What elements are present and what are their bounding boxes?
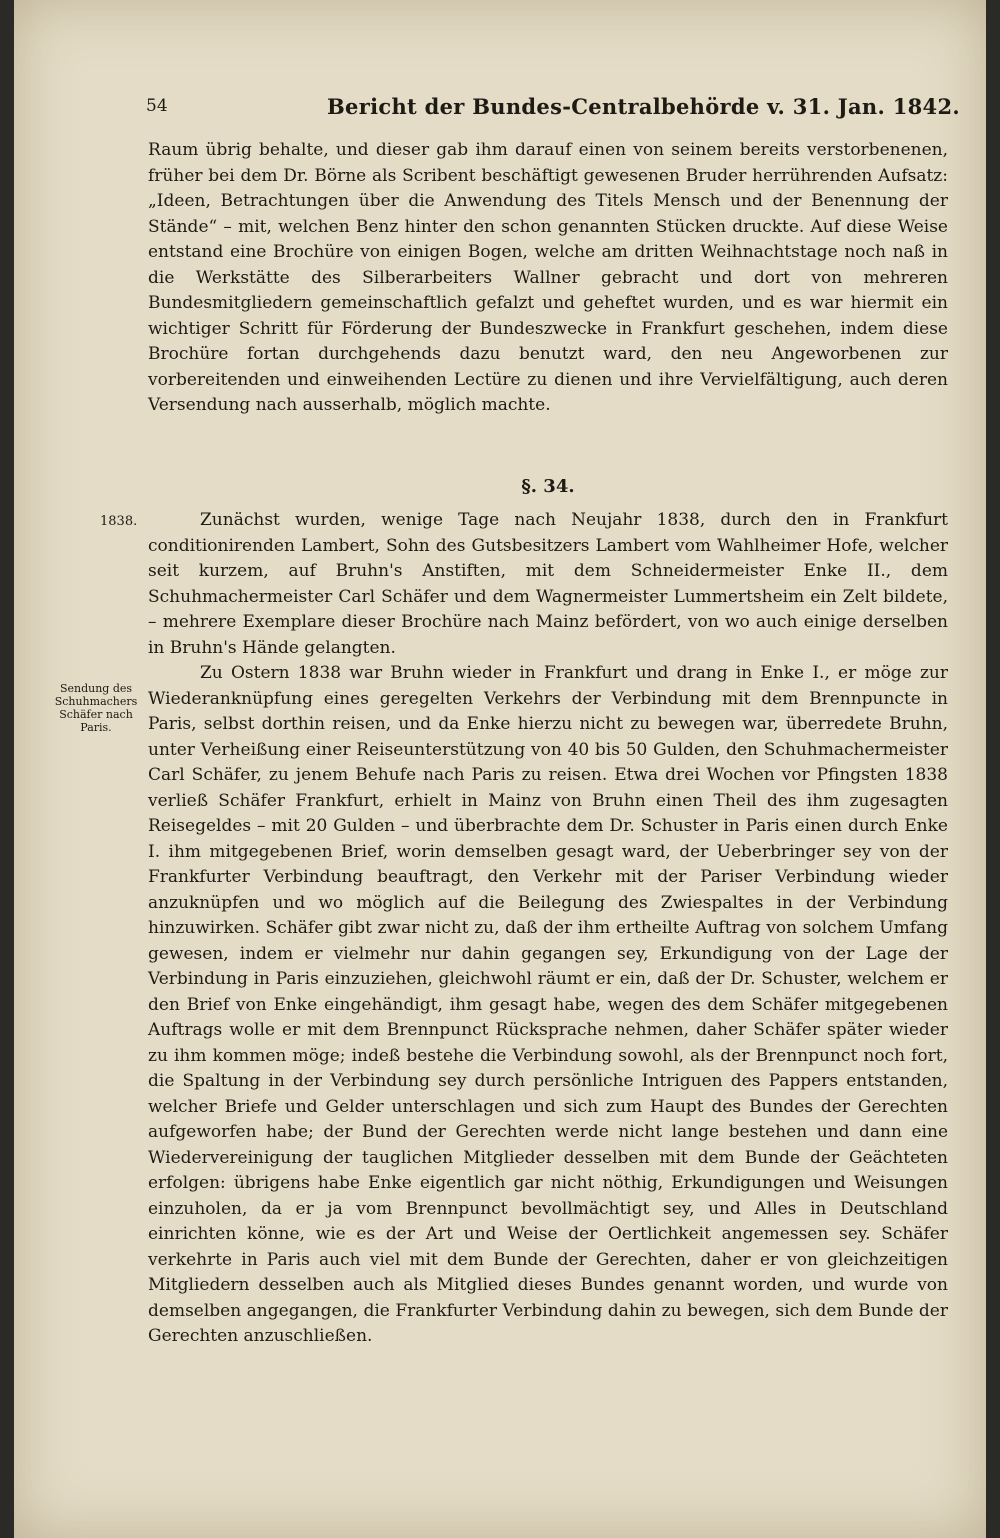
paragraph-continued [148,138,948,419]
page-number: 54 [146,96,168,116]
margin-note: Sendung des Schuhmachers Schäfer nach Paris. [54,682,138,734]
paragraph-3: Zu Ostern 1838 war Bruhn wieder in Frankfurt und drang in Enke I., er möge zur Wiederanknüpfung eines geregelten Verkehrs der Verbindung mit dem Brennpuncte in Paris, selbst dorthin reisen, und da Enke hierzu nicht zu bewegen war, überredete Bruhn, unter Verheißung einer Reiseunterstützung von 40 bis 50 Gulden, den Schuhmachermeister Carl Schäfer, zu jenem Behufe nach Paris zu reisen. Etwa drei Wochen vor Pfingsten 1838 verließ Schäfer Frankfurt, erhielt in Mainz von Bruhn einen Theil des ihm zugesagten Reisegeldes – mit 20 Gulden – und überbrachte dem Dr. Schuster in Paris einen durch Enke I. ihm mitgegebenen Brief, worin demselben gesagt ward, der Ueberbringer sey von der Frankfurter Verbindung beauftragt, den Verkehr mit der Pariser Verbindung wieder anzuknüpfen und wo möglich auf die Beilegung des Zwiespaltes in der Verbindung hinzuwirken. Schäfer gibt zwar nicht zu, daß der ihm ertheilte Auftrag von solchem Umfang gewesen, indem er vielmehr nur dahin gegangen sey, Erkundigung von der Lage der Verbindung in Paris einzuziehen, gleichwohl räumt er ein, daß der Dr. Schuster, welchem er den Brief von Enke eingehändigt, ihm gesagt habe, wegen des dem Schäfer mitgegebenen Auftrags wolle er mit dem Brennpunct Rücksprache nehmen, daher Schäfer später wieder zu ihm kommen möge; indeß bestehe die Verbindung sowohl, als der Brennpunct noch fort, die Spaltung in der Verbindung sey durch persönliche Intriguen des Pappers entstanden, welcher Briefe und Gelder unterschlagen und sich zum Haupt des Bundes der Gerechten aufgeworfen habe; der Bund der Gerechten werde nicht lange bestehen und dann eine Wiedervereinigung der tauglichen Mitglieder desselben mit dem Bunde der Geächteten erfolgen: übrigens habe Enke eigentlich gar nicht nöthig, Erkundigungen und Weisungen einzuholen, da er ja vom Brennpunct bevollmächtigt sey, und Alles in Deutschland einrichten könne, wie es der Art und Weise der Oertlichkeit angemessen sey. Schäfer verkehrte in Paris auch viel mit dem Bunde der Gerechten, daher er von gleichzeitigen Mitgliedern desselben auch als Mitglied dieses Bundes genannt worden, und wurde von demselben angegangen, die Frankfurter Verbindung dahin zu bewegen, sich dem Bunde der Gerechten anzuschließen. [148,663,948,1346]
paragraph-1: Raum übrig behalte, und dieser gab ihm darauf einen von seinem bereits verstorbenenen, früher bei dem Dr. Börne als Scribent beschäftigt gewesenen Bruder herrührenden Aufsatz: „Ideen, Betrachtungen über die Anwendung des Titels Mensch und der Benennung der Stände“ – mit, welchen Benz hinter den schon genannten Stücken druckte. Auf diese Weise entstand eine Brochüre von einigen Bogen, welche am dritten Weihnachtstage noch naß in die Werkstätte des Silberarbeiters Wallner gebracht und dort von mehreren Bundesmitgliedern gemeinschaftlich gefalzt und geheftet wurden, und es war hiermit ein wichtiger Schritt für Förderung der Bundeszwecke in Frankfurt geschehen, indem diese Brochüre fortan durchgehends dazu benutzt ward, den neu Angeworbenen zur vorbereitenden und einweihenden Lectüre zu dienen und ihre Vervielfältigung, auch deren Versendung nach ausserhalb, möglich machte. [148,140,948,415]
margin-year: 1838. [100,514,138,529]
page-header [146,94,966,124]
running-title: Bericht der Bundes-Centralbehörde v. 31. Jan. 1842. [327,94,960,119]
paragraph-2: Zunächst wurden, wenige Tage nach Neujahr 1838, durch den in Frankfurt conditionirenden Lambert, Sohn des Gutsbesitzers Lambert vom Wahlheimer Hofe, welcher seit kurzem, auf Bruhn's Anstiften, mit dem Schneidermeister Enke II., dem Schuhmachermeister Carl Schäfer und dem Wagnermeister Lummertsheim ein Zelt bildete, – mehrere Exemplare dieser Brochüre nach Mainz befördert, von wo auch einige derselben in Bruhn's Hände gelangten. [148,510,948,658]
section-heading: §. 34. [521,476,575,497]
section-body [148,508,948,1350]
